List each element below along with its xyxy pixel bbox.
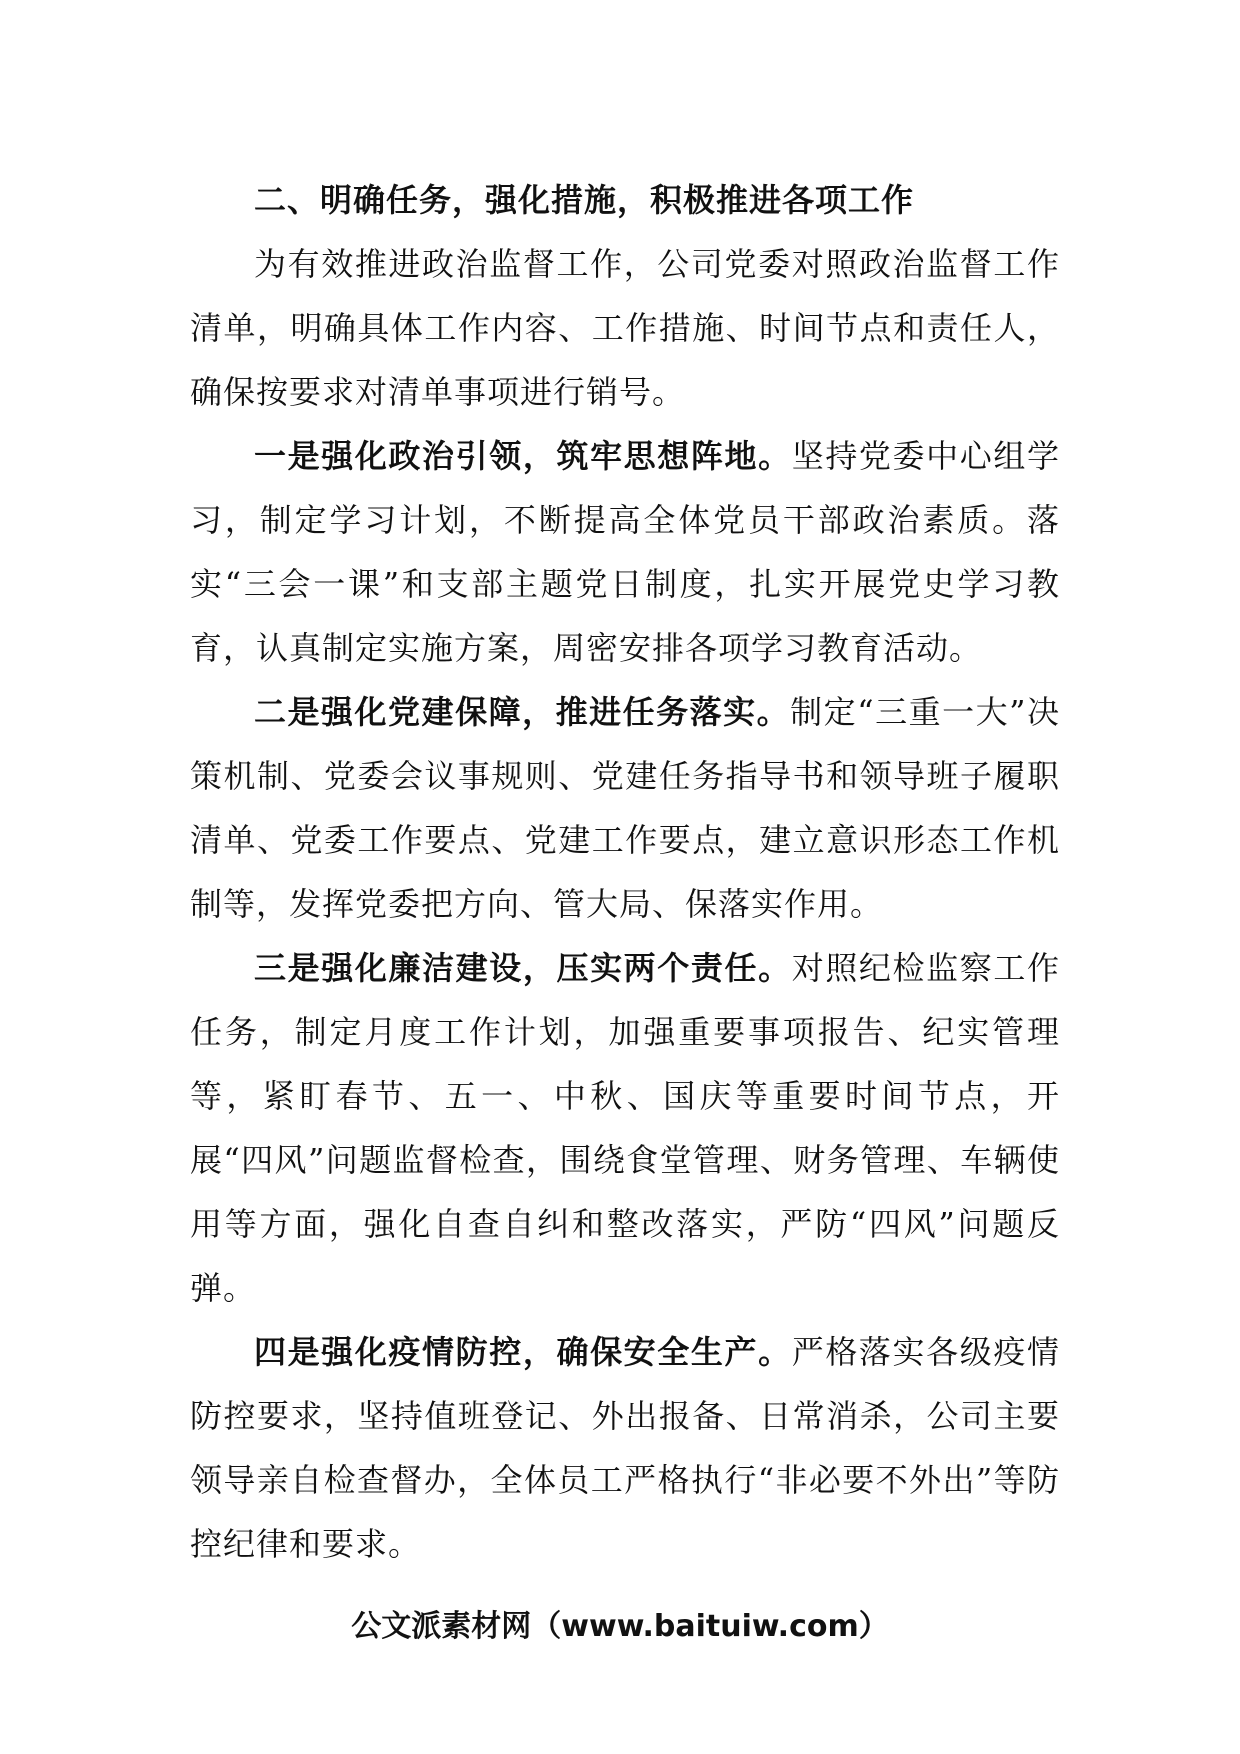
paragraph-lead: 二是强化党建保障，推进任务落实。 — [254, 693, 791, 731]
paragraph-text: 对照纪检监察工作任务，制定月度工作计划，加强重要事项报告、纪实管理等，紧盯春节、五一、中秋、国庆等重要时间节点，开展“四风”问题监督检查，围绕食堂管理、财务管理、车辆使用等方面，强化自查自纠和整改落实，严防“四风”问题反弹。 — [190, 949, 1060, 1307]
page-footer-source: 公文派素材网（www.baituiw.com） — [351, 1609, 889, 1644]
paragraph-intro — [190, 232, 1060, 424]
paragraph-political-leadership — [190, 424, 1060, 680]
section-heading: 二、明确任务，强化措施，积极推进各项工作 — [254, 181, 915, 219]
paragraph-text: 制定“三重一大”决策机制、党委会议事规则、党建任务指导书和领导班子履职清单、党委工作要点、党建工作要点，建立意识形态工作机制等，发挥党委把方向、管大局、保落实作用。 — [190, 693, 1060, 923]
paragraph-text: 为有效推进政治监督工作，公司党委对照政治监督工作清单，明确具体工作内容、工作措施、时间节点和责任人，确保按要求对清单事项进行销号。 — [190, 245, 1060, 411]
paragraph-party-building — [190, 680, 1060, 936]
paragraph-epidemic-control — [190, 1320, 1060, 1576]
paragraph-lead: 一是强化政治引领，筑牢思想阵地。 — [254, 437, 792, 475]
document-body — [190, 168, 1060, 1576]
paragraph-text: 严格落实各级疫情防控要求，坚持值班登记、外出报备、日常消杀，公司主要领导亲自检查督办，全体员工严格执行“非必要不外出”等防控纪律和要求。 — [190, 1333, 1060, 1563]
paragraph-text: 坚持党委中心组学习，制定学习计划，不断提高全体党员干部政治素质。落实“三会一课”和支部主题党日制度，扎实开展党史学习教育，认真制定实施方案，周密安排各项学习教育活动。 — [190, 437, 1060, 667]
paragraph-lead: 三是强化廉洁建设，压实两个责任。 — [254, 949, 792, 987]
paragraph-lead: 四是强化疫情防控，确保安全生产。 — [254, 1333, 792, 1371]
paragraph-integrity — [190, 936, 1060, 1320]
